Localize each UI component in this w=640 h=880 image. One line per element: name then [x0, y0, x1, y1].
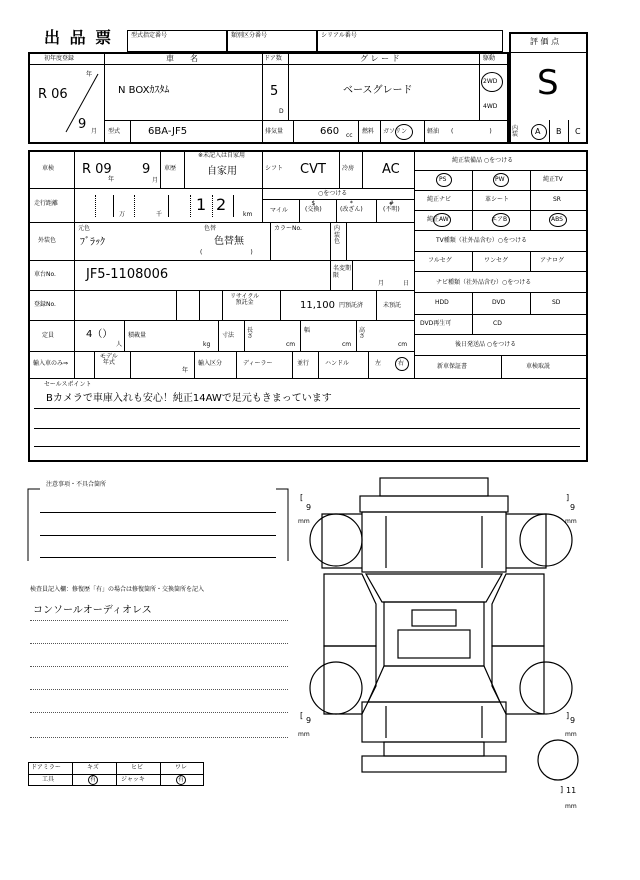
mileage-sen: 千 [156, 211, 163, 218]
equip-pw: PW [495, 176, 505, 183]
mileage-digit-5: 1 [196, 195, 207, 214]
equip-sr: SR [553, 196, 561, 203]
mileage-digit-6: 2 [216, 195, 227, 214]
first-reg-year-unit: 年 [86, 71, 93, 78]
navi-cd: CD [493, 320, 502, 327]
cooler-label: 冷房 [342, 165, 355, 172]
tire-spare-unit: mm [565, 803, 577, 810]
shift-value: CVT [300, 162, 326, 177]
inspector-label: 検査員記入欄：修復歴「有」の場合は修復箇所・交換箇所を記入 [30, 586, 205, 593]
height-label: 高さ [359, 327, 366, 340]
import-label: 輸入車のみ⇒ [33, 360, 69, 367]
drive-4wd: 4WD [483, 103, 498, 110]
import-type-label: 輸入区分 [198, 360, 223, 367]
tire-fr-depth: 9 [570, 503, 576, 512]
shaken-label: 車検 [42, 165, 55, 172]
tools-tool-value: 有 [90, 776, 97, 783]
tire-rl-unit: mm [298, 731, 310, 738]
history-note: ※未記入は自家用 [198, 152, 246, 159]
tire-spare-depth: 11 [566, 786, 577, 795]
serial-number-label: シリアル番号 [321, 32, 357, 39]
mileage-label: 走行距離 [34, 200, 59, 207]
later-warranty: 新車保証書 [437, 363, 468, 370]
color-no-label: カラーNo. [274, 225, 302, 232]
color-label: 外装色 [38, 237, 57, 244]
chassis-value: JF5-1108006 [86, 267, 169, 282]
interior-b: B [556, 127, 562, 136]
sales-point-text: Bカメラで車庫入れも安心！純正14AWで足元もきまっています [46, 393, 332, 404]
recycle-status: 円預託済 [339, 302, 364, 309]
history-value: 自家用 [207, 166, 237, 177]
mileage-man: 万 [119, 211, 126, 218]
equip-tv: 純正TV [543, 176, 563, 183]
unknown-label: # (不明) [383, 200, 400, 213]
rating-value: S [537, 63, 559, 103]
load-unit: kg [203, 341, 211, 348]
shaken-value: R 09 [82, 162, 112, 177]
length-label: 長さ [247, 327, 254, 340]
drive-label: 駆動 [483, 55, 496, 62]
equip-airbag: エアB [491, 216, 508, 223]
color-code-value: 色替無 [214, 236, 244, 247]
grade-label: グ レ ー ド [360, 54, 400, 63]
fuel-label: 燃料 [362, 128, 375, 135]
car-name-label: 車 名 [166, 54, 198, 63]
tools-jack-value: 有 [178, 776, 185, 783]
name-change-month: 月 [378, 280, 385, 287]
type-value: 6BA-JF5 [148, 126, 188, 137]
notes-label: 注意事項・不具合箇所 [46, 481, 107, 488]
interior-c: C [575, 127, 581, 136]
navi-title: ナビ種類（社外品含む）○をつける [436, 279, 532, 286]
tire-fr-unit: mm [565, 518, 577, 525]
tire-rr-depth: 9 [570, 716, 576, 725]
navi-dvd-play: DVD再生可 [420, 320, 452, 327]
width-label: 幅 [304, 327, 311, 334]
later-manual: 車検取説 [526, 363, 551, 370]
tv-analog: アナログ [540, 257, 565, 264]
displacement-label: 排気量 [265, 128, 284, 135]
capacity-unit: 人 [116, 341, 123, 348]
light-oil-brackets: ( ) [451, 128, 492, 135]
mileage-circle-note: ○をつける [318, 190, 348, 197]
shift-label: シフト [265, 165, 284, 172]
original-color-value: ﾌﾞﾗｯｸ [80, 237, 105, 248]
light-oil-label: 軽油 [427, 128, 440, 135]
exchange-label: $ (交換) [305, 200, 322, 213]
dimension-label: 寸法 [222, 332, 235, 339]
recycle-value: 11,100 [300, 300, 335, 311]
tire-rl-open: [ [300, 711, 304, 720]
tire-fr-close: ] [566, 493, 570, 502]
capacity-label: 定員 [42, 332, 55, 339]
parallel-label: 並行 [297, 360, 310, 367]
interior-color-label: 内装色 [334, 225, 341, 246]
tire-fl-open: [ [300, 493, 304, 502]
car-name-value: N BOXｶｽﾀﾑ [118, 85, 170, 96]
cooler-value: AC [382, 162, 400, 177]
shaken-month-unit: 月 [152, 177, 159, 184]
tools-scratch: キズ [87, 764, 99, 771]
equip-ps: PS [439, 176, 447, 183]
first-reg-month-unit: 月 [91, 128, 98, 135]
first-reg-month: 9 [78, 117, 87, 132]
equip-abs: ABS [551, 216, 563, 223]
handle-label: ハンドル [325, 360, 350, 367]
recycle-unpaid: 未預託 [383, 302, 402, 309]
first-reg-era: R 06 [38, 87, 68, 102]
mile-label: マイル [270, 207, 288, 214]
name-change-label: 名変期限 [333, 265, 352, 280]
tv-title: TV種類（社外品含む）○をつける [436, 237, 528, 244]
interior-a: A [535, 127, 541, 136]
tools-jack: ジャッキ [121, 776, 145, 783]
notes-bracket [26, 488, 290, 562]
tampered-label: * (改ざん) [340, 200, 363, 213]
shaken-year-unit: 年 [108, 176, 115, 183]
color-code-brackets: ( ) [200, 249, 253, 256]
first-reg-label: 初年度登録 [44, 55, 75, 62]
type-label: 型式 [108, 128, 121, 135]
mileage-unit: km [243, 211, 253, 218]
model-designation-label: 型式指定番号 [131, 32, 168, 39]
navi-sd: SD [552, 299, 561, 306]
height-unit: cm [398, 341, 408, 348]
doors-label: ドア数 [264, 55, 282, 62]
displacement-unit: cc [346, 132, 353, 139]
doors-type: D [279, 108, 284, 115]
shaken-month: 9 [142, 162, 151, 177]
handle-right: 右 [398, 360, 405, 367]
tire-rl-depth: 9 [306, 716, 312, 725]
tools-break: ワレ [175, 764, 188, 771]
tire-fl-depth: 9 [306, 503, 312, 512]
displacement-value: 660 [320, 126, 340, 137]
chassis-label: 車台No. [34, 271, 56, 278]
recycle-label: リサイクル 預託金 [230, 293, 260, 306]
tools-crack: ヒビ [131, 764, 144, 771]
reg-no-label: 登録No. [34, 301, 56, 308]
equip-aw: 純正AW [427, 216, 449, 223]
capacity-value: 4（） [86, 329, 113, 340]
fuel-circle [395, 124, 413, 140]
doors-value: 5 [270, 84, 279, 99]
model-year-unit: 年 [182, 367, 189, 374]
tv-fullseg: フルセグ [428, 257, 452, 264]
length-unit: cm [286, 341, 296, 348]
tools-door-mirror: ドアミラー [31, 764, 61, 771]
equip-leather: 革シート [485, 196, 510, 203]
width-unit: cm [342, 341, 352, 348]
inspector-text: コンソールオーディオレス [33, 605, 152, 616]
tire-spare-close: ] [560, 785, 564, 794]
handle-left: 左 [375, 360, 382, 367]
name-change-day: 日 [403, 280, 410, 287]
tire-rr-unit: mm [565, 731, 577, 738]
rating-label: 評 価 点 [530, 37, 560, 46]
later-title: 後日発送品 ○をつける [455, 341, 517, 348]
dealer-label: ディーラー [243, 360, 273, 367]
form-title: 出 品 票 [44, 28, 114, 47]
tire-fl-unit: mm [298, 518, 310, 525]
category-number-label: 類別区分番号 [231, 32, 268, 39]
fuel-value: ガソリン [383, 128, 408, 135]
tv-oneseg: ワンセグ [484, 257, 509, 264]
grade-value: ベースグレード [343, 85, 413, 96]
history-label: 車歴 [164, 165, 177, 172]
navi-dvd: DVD [492, 299, 506, 306]
original-color-label: 元色 [78, 225, 91, 232]
navi-hdd: HDD [435, 299, 449, 306]
tire-rr-close: ] [566, 711, 570, 720]
drive-2wd: 2WD [483, 78, 498, 85]
equip-navi: 純正ナビ [427, 196, 452, 203]
model-year-label: モデル 年式 [100, 353, 118, 366]
car-diagram [300, 470, 600, 870]
color-code-label: 色替 [204, 225, 217, 232]
equipment-title: 純正装備品 ○をつける [452, 157, 514, 164]
tools-tool: 工具 [42, 776, 55, 783]
interior-grade-label: 内装 [512, 125, 519, 138]
sales-point-label: セールスポイント [44, 381, 92, 388]
load-label: 積載量 [128, 332, 147, 339]
